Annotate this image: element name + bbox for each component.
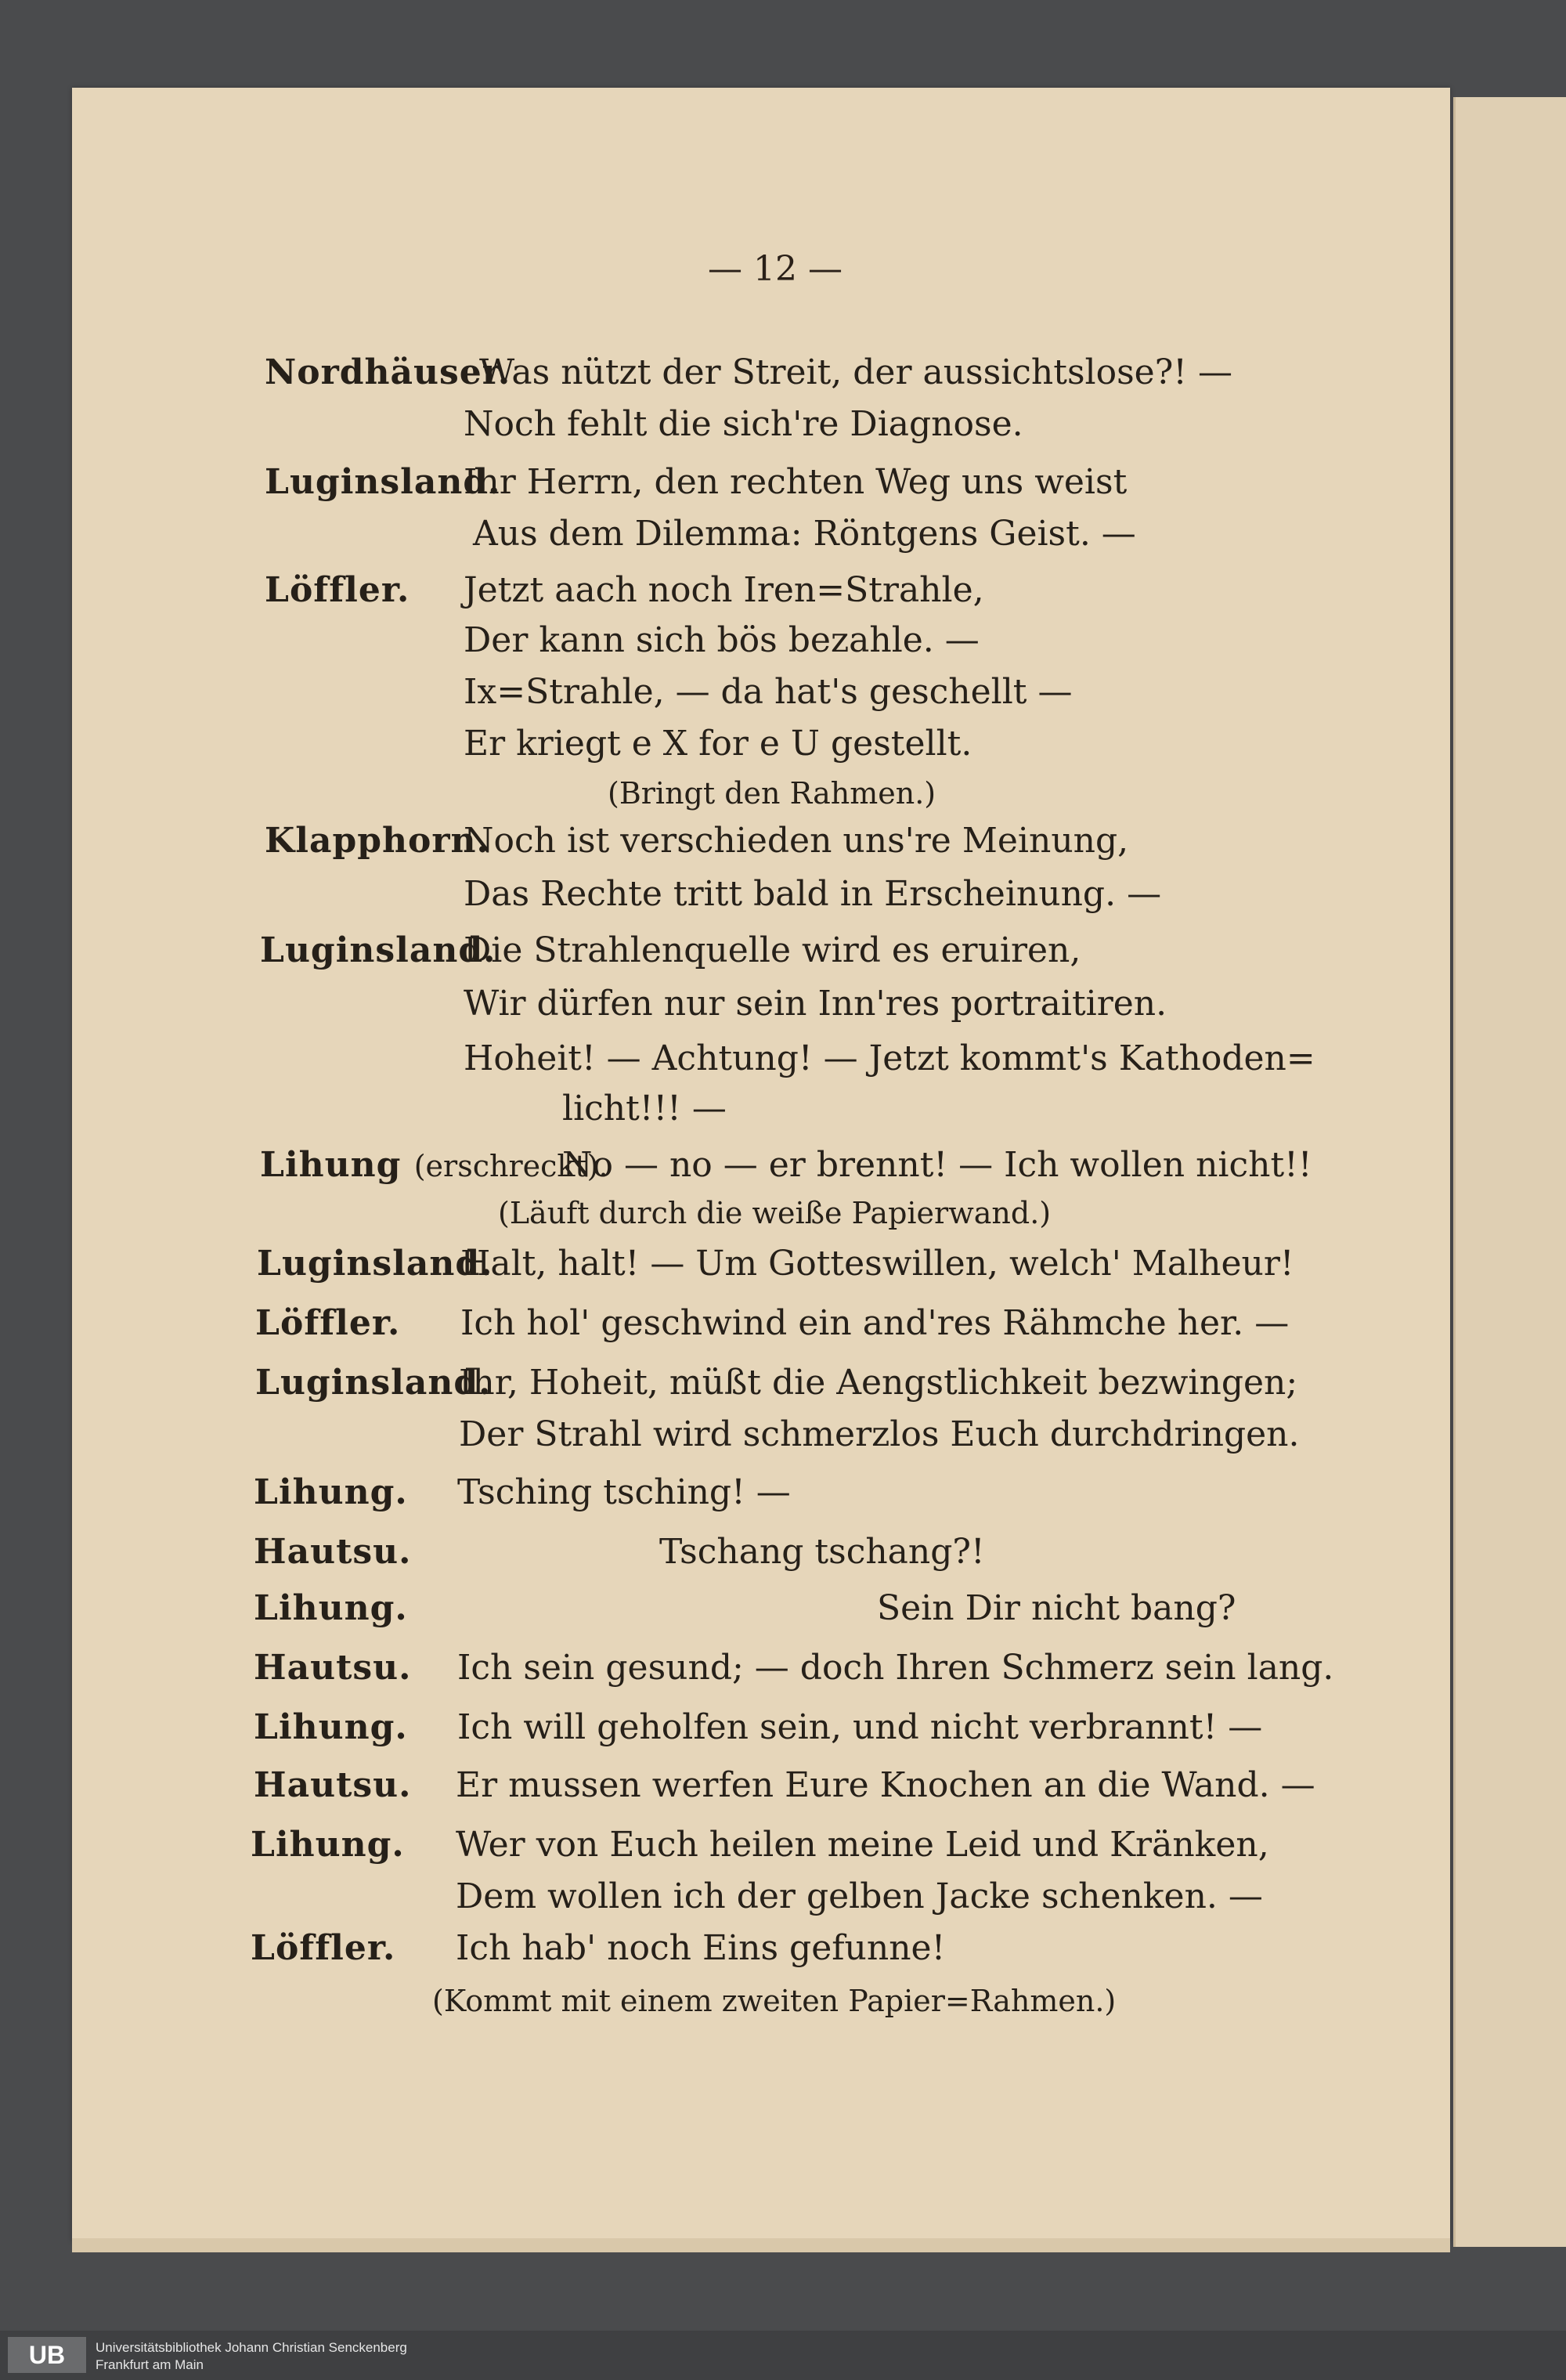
speaker-name: Hautsu.	[254, 1765, 412, 1805]
verse-line: Ix=Strahle, — da hat's geschellt —	[464, 672, 1073, 712]
verse-line: Ich will geholfen sein, und nicht verbrannt! —	[457, 1707, 1263, 1747]
verse-line: Sein Dir nicht bang?	[877, 1588, 1236, 1628]
verse-line: Aus dem Dilemma: Röntgens Geist. —	[473, 514, 1136, 554]
speaker-name: Löffler.	[251, 1928, 396, 1968]
footer-institution: Universitätsbibliothek Johann Christian Senckenberg	[96, 2340, 407, 2355]
verse-line: Halt, halt! — Um Gotteswillen, welch' Malheur!	[460, 1244, 1294, 1284]
verse-line: Das Rechte tritt bald in Erscheinung. —	[464, 874, 1162, 914]
verse-line: Ich sein gesund; — doch Ihren Schmerz sein lang.	[457, 1648, 1334, 1688]
speaker-name: Löffler.	[265, 570, 410, 610]
speaker-name: Hautsu.	[254, 1532, 412, 1572]
library-logo: UB	[8, 2337, 86, 2373]
speaker-name: Klapphorn.	[265, 821, 489, 861]
speaker-name: Luginsland.	[265, 462, 501, 502]
footer-location: Frankfurt am Main	[96, 2357, 204, 2372]
speaker-name: Lihung.	[254, 1472, 408, 1512]
stage-direction: (Kommt mit einem zweiten Papier=Rahmen.)	[432, 1984, 1117, 2018]
verse-line: Er mussen werfen Eure Knochen an die Wand. —	[456, 1765, 1315, 1805]
verse-line: Er kriegt e X for e U gestellt.	[464, 724, 972, 764]
speaker-name: Lihung.	[251, 1825, 405, 1865]
next-page-edge	[1453, 97, 1566, 2247]
verse-line: Ich hab' noch Eins gefunne!	[456, 1928, 946, 1968]
speaker-name: Löffler.	[255, 1303, 401, 1343]
verse-line: Noch ist verschieden uns're Meinung,	[464, 821, 1129, 861]
speaker-name: Luginsland.	[260, 930, 496, 970]
verse-line: No — no — er brennt! — Ich wollen nicht!!	[562, 1145, 1312, 1185]
stage-direction: (Läuft durch die weiße Papierwand.)	[498, 1196, 1052, 1230]
verse-line: Jetzt aach noch Iren=Strahle,	[464, 570, 984, 610]
verse-line: Ich hol' geschwind ein and'res Rähmche her. —	[460, 1303, 1290, 1343]
verse-line: Was nützt der Streit, der aussichtslose?! —	[479, 352, 1232, 392]
verse-line: Wer von Euch heilen meine Leid und Kränken,	[456, 1825, 1269, 1865]
verse-line: Tschang tschang?!	[659, 1532, 985, 1572]
speaker-name: Lihung.	[254, 1707, 408, 1747]
verse-line: licht!!! —	[562, 1089, 727, 1129]
verse-line: Hoheit! — Achtung! — Jetzt kommt's Kathoden=	[464, 1038, 1315, 1078]
verse-line: Dem wollen ich der gelben Jacke schenken. —	[456, 1876, 1263, 1916]
page-number: — 12 —	[708, 249, 843, 289]
speaker-label: Lihung	[260, 1145, 402, 1185]
verse-line: Tsching tsching! —	[457, 1472, 791, 1512]
verse-line: Ihr, Hoheit, müßt die Aengstlichkeit bezwingen;	[459, 1363, 1298, 1403]
speaker-note: (erschreckt).	[413, 1149, 608, 1183]
verse-line: Der kann sich bös bezahle. —	[464, 620, 980, 660]
speaker-name	[260, 1145, 608, 1185]
verse-line: Die Strahlenquelle wird es eruiren,	[464, 930, 1081, 970]
footer-banner	[0, 2331, 1566, 2380]
verse-line: Der Strahl wird schmerzlos Euch durchdringen.	[459, 1414, 1300, 1454]
verse-line: Noch fehlt die sich're Diagnose.	[464, 404, 1023, 444]
speaker-name: Hautsu.	[254, 1648, 412, 1688]
speaker-name: Luginsland.	[257, 1244, 493, 1284]
stage-direction: (Bringt den Rahmen.)	[608, 776, 936, 811]
verse-line: Wir dürfen nur sein Inn'res portraitiren.	[464, 984, 1167, 1024]
verse-line: Ihr Herrn, den rechten Weg uns weist	[464, 462, 1128, 502]
speaker-name: Nordhäuser.	[265, 352, 511, 392]
speaker-name: Luginsland.	[255, 1363, 492, 1403]
speaker-name: Lihung.	[254, 1588, 408, 1628]
page-bottom-edge	[72, 2238, 1450, 2252]
